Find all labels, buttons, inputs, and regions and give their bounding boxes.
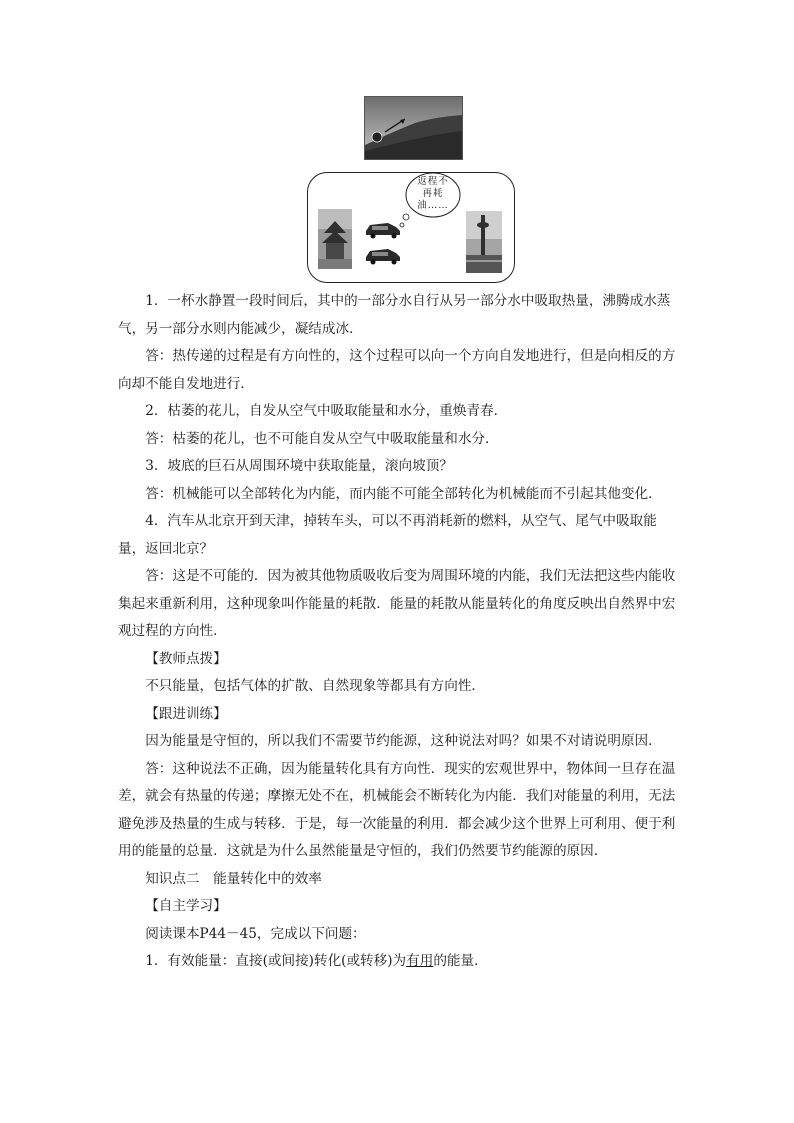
question-1: 1．一杯水静置一段时间后，其中的一部分水自行从另一部分水中吸取热量，沸腾成水蒸气，另一部分水则内能减少，凝结成冰．: [118, 293, 671, 337]
question-2: 2．枯萎的花儿，自发从空气中吸取能量和水分，重焕青春．: [145, 403, 508, 419]
effective-energy-prefix: 1．有效能量：直接(或间接)转化(或转移)为: [145, 953, 407, 969]
follow-up-heading: 【跟进训练】: [145, 705, 227, 722]
question-3: 3．坡底的巨石从周围环境中获取能量，滚向坡顶？: [145, 458, 453, 474]
reading-instruction: 阅读课本P44－45，完成以下问题：: [145, 925, 366, 942]
question-4: 4．汽车从北京开到天津，掉转车头，可以不再消耗新的燃料，从空气、尾气中吸取能量，返回北京？: [118, 513, 657, 557]
effective-energy-line: [118, 948, 678, 976]
answer-2: 答：枯萎的花儿，也不可能自发从空气中吸取能量和水分．: [145, 430, 499, 447]
body-text: [118, 288, 678, 976]
teacher-tip-heading: 【教师点拨】: [145, 650, 227, 667]
car-icon: [366, 249, 400, 265]
hill-rock-image: [365, 97, 462, 159]
hill-rock-figure: [364, 96, 463, 160]
car-thought-figure: [307, 172, 515, 283]
answer-3: 答：机械能可以全部转化为内能，而内能不可能全部转化为机械能而不引起其他变化．: [145, 485, 662, 502]
answer-4: 答：这是不可能的．因为被其他物质吸收后变为周围环境的内能，我们无法把这些内能收集起来重新利用，这种现象叫作能量的耗散．能量的耗散从能量转化的角度反映出自然界中宏观过程的方向性．: [118, 568, 676, 639]
follow-up-question: 因为能量是守恒的，所以我们不需要节约能源，这种说法对吗？如果不对请说明原因．: [145, 733, 662, 749]
thought-bubble-text: 返程不再耗油……: [417, 176, 449, 211]
self-study-heading: 【自主学习】: [145, 898, 227, 914]
car-icon: [366, 223, 400, 239]
car-thought-image: [308, 173, 514, 282]
section-title: 知识点二 能量转化中的效率: [145, 870, 322, 887]
follow-up-answer: 答：这种说法不正确，因为能量转化具有方向性．现实的宏观世界中，物体间一旦存在温差，就会有热量的传递；摩擦无处不在，机械能会不断转化为内能．我们对能量的利用，无法避免涉及热量的生成与转移．于是，每一次能量的利用．都会减少这个世界上可利用、便于利用的能量的总量．这就是为什么虽然能量是守恒的，我们仍然要节约能源的原因．: [118, 760, 676, 859]
answer-1: 答：热传递的过程是有方向性的，这个过程可以向一个方向自发地进行，但是向相反的方向却不能自发地进行．: [118, 348, 676, 392]
effective-energy-suffix: 的能量．: [433, 953, 488, 969]
effective-energy-underlined: 有用: [406, 953, 434, 969]
teacher-tip-text: 不只能量，包括气体的扩散、自然现象等都具有方向性．: [145, 678, 486, 694]
